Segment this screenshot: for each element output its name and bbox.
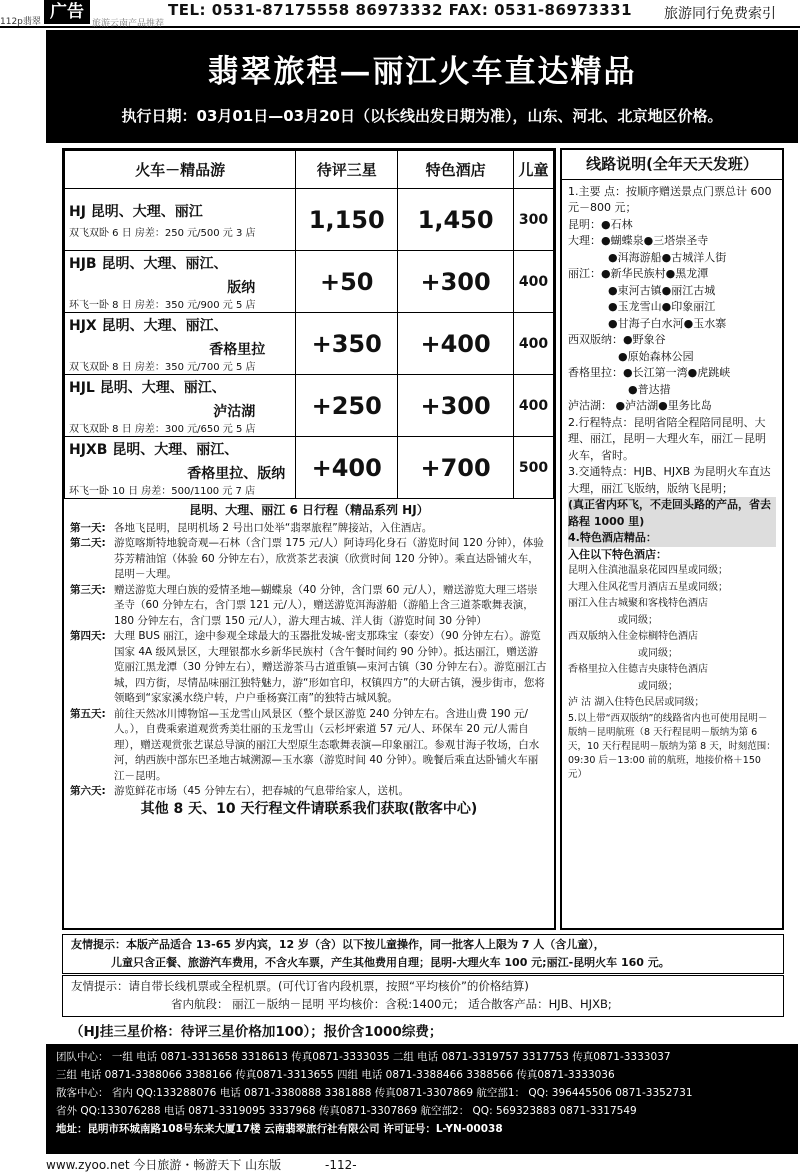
day-text: 各地飞昆明，昆明机场 2 号出口处举“翡翠旅程”牌接站，入住酒店。 [114, 521, 433, 534]
route-line: ●玉龙雪山●印象丽江 [608, 300, 716, 313]
phone-line: TEL: 0531-87175558 86973332 FAX: 0531-86973331 [168, 1, 633, 19]
itinerary-day [70, 536, 548, 583]
banner-title: 翡翠旅程—丽江火车直达精品 [207, 54, 637, 90]
day-text: 大理 BUS 丽江，途中参观全球最大的玉器批发城-密支那珠宝（泰安）（90 分钟左右）。游览国家 4A 级风景区，大理银都水乡新华民族村（含午餐时间约 90 分钟）。抵达丽江，赠送游览丽江黑龙潭（30 分钟左右），赠送游茶马古道重镇—束河古镇（30 分钟左右）。游览丽江古城，四方街，尽情品味丽江独特魅力，游“形如官印，权镇四方”的大研古镇，漫步街市，您将领略到“家家溪水绕户转，户户垂杨赛江南”的独特古城风貌。 [114, 630, 547, 704]
day-label: 第五天: [70, 707, 106, 720]
route-line: ●洱海游船●古城洋人街 [608, 250, 727, 264]
route-name: HJ 昆明、大理、丽江 [69, 204, 203, 220]
price-child: 500 [514, 437, 554, 499]
route-name: HJB 昆明、大理、丽江、 [69, 256, 228, 272]
route-sub: 环飞一卧 10 日 房差：500/1100 元 7 店 [69, 486, 256, 497]
route-line: ●甘海子白水河●玉水寨 [608, 316, 727, 330]
route-notes [560, 148, 784, 930]
route-line: 或同级； [638, 680, 678, 692]
route-line: 泸 沽 湖入住特色民居或同级； [568, 697, 705, 708]
route-line: ●束河古镇●丽江古城 [608, 283, 716, 297]
itinerary-day [70, 629, 548, 707]
side-note: 112p翡翠 [0, 17, 41, 27]
route-sub: 双飞双卧 6 日 房差：250 元/500 元 3 店 [69, 228, 256, 239]
route-sub: 环飞一卧 8 日 房差：350 元/900 元 5 店 [69, 300, 256, 311]
contact-row: 省外 QQ:133076288 电话 0871-3319095 3337968 传真0871-3307869 航空部2： QQ: 569323883 0871-3317549 [56, 1105, 637, 1117]
price-3star: +50 [296, 251, 398, 313]
itinerary-bottom-note: 其他 8 天、10 天行程文件请联系我们获取(散客中心) [140, 800, 478, 817]
right-tag: 旅游同行免费索引 [664, 6, 776, 22]
header-child: 儿童 [514, 151, 554, 189]
price-hotel: +400 [398, 313, 514, 375]
route-notes-content [562, 150, 782, 786]
price-table [64, 150, 554, 499]
route-line: 5.以上带“西双版纳”的线路省内也可使用昆明－版纳－昆明航班（8 天行程昆明－版纳为第 6 天，10 天行程昆明－版纳为第 8 天，时刻范围：09:30 后－13:00 前的航班，地接价格＋150 元） [568, 712, 776, 780]
contact-row: 三组 电话 0871-3388066 3388166 传真0871-3313655 四组 电话 0871-3388466 3388566 传真0871-3333036 [56, 1069, 615, 1081]
price-hotel: +700 [398, 437, 514, 499]
contact-row: 散客中心： 省内 QQ:133288076 电话 0871-3380888 3381888 传真0871-3307869 航空部1： QQ: 396445506 0871-3352731 [56, 1087, 693, 1099]
itinerary-title: 昆明、大理、丽江 6 日行程（精品系列 HJ） [189, 503, 429, 517]
route-line: 丽江入住古城聚和客栈特色酒店 [568, 598, 708, 609]
route-line: 西双版纳：●野象谷 [568, 333, 666, 346]
route-line: 3.交通特点：HJB、HJXB 为昆明火车直达大理，丽江飞版纳，版纳飞昆明； [568, 465, 771, 495]
notes-box [62, 934, 784, 974]
route-line: 或同级； [618, 614, 658, 626]
route-name-2: 泸沽湖 [213, 404, 256, 420]
footer-left: www.zyoo.net 今日旅游・畅游天下 山东版 [46, 1158, 282, 1172]
itinerary-day [70, 583, 548, 630]
itinerary-day [70, 707, 548, 785]
route-line: 西双版纳入住金棕榈特色酒店 [568, 631, 698, 642]
day-text: 游览喀斯特地貌奇观—石林（含门票 175 元/人）阿诗玛化身石（游览时间 120 分钟），体验芬芳精油馆（体验 60 分钟左右），欣赏茶艺表演（欣赏时间 120 分钟）。乘直达卧铺火车，昆明－大理。 [114, 537, 544, 580]
route-line: 或同级； [638, 647, 678, 659]
route-line: 4.特色酒店精品： [568, 530, 776, 547]
price-3star: +350 [296, 313, 398, 375]
route-line: 大理入住风花雪月酒店五星或同级； [568, 581, 728, 593]
price-child: 300 [514, 189, 554, 251]
notes-line: 友情提示：请自带长线机票或全程机票。(可代订省内段机票，按照“平均核价”的价格结算) [71, 979, 529, 993]
itinerary [64, 499, 554, 819]
route-line: 香格里拉：●长江第一湾●虎跳峡 [568, 366, 731, 379]
table-row [65, 313, 554, 375]
price-panel [62, 148, 556, 930]
day-label: 第六天: [70, 785, 106, 797]
route-line: 泸沽湖： ●泸沽湖●里务比岛 [568, 399, 712, 412]
table-header [65, 151, 554, 189]
route-line: 入住以下特色酒店： [568, 547, 667, 561]
route-notes-heading: 线路说明(全年天天发班） [562, 150, 782, 180]
route-name-2: 香格里拉、版纳 [187, 466, 286, 482]
route-cell [65, 375, 296, 437]
table-row [65, 437, 554, 499]
route-line: 昆明入住滇池温泉花园四星或同级； [568, 565, 728, 576]
price-hotel: +300 [398, 375, 514, 437]
table-row [65, 189, 554, 251]
route-sub: 双飞双卧 8 日 房差：350 元/700 元 5 店 [69, 362, 256, 373]
day-text: 游览鲜花市场（45 分钟左右），把春城的气息带给家人，送机。 [114, 785, 409, 797]
table-row [65, 375, 554, 437]
notes-box-2 [62, 975, 784, 1017]
price-3star: 1,150 [296, 189, 398, 251]
route-name: HJL 昆明、大理、丽江、 [69, 380, 226, 396]
contact-block [46, 1044, 798, 1154]
hj-note: （HJ挂三星价格：待评三星价格加100）；报价含1000综费； [70, 1024, 443, 1040]
route-sub: 双飞双卧 8 日 房差：300 元/650 元 5 店 [69, 424, 256, 435]
route-cell [65, 313, 296, 375]
day-label: 第三天: [70, 583, 106, 596]
route-name: HJXB 昆明、大理、丽江、 [69, 442, 239, 458]
itinerary-day [70, 521, 548, 537]
header-3star: 待评三星 [296, 151, 398, 189]
price-hotel: +300 [398, 251, 514, 313]
notes-line: 省内航段： 丽江－版纳－昆明 平均核价：含税:1400元； 适合散客产品：HJB、HJXB; [171, 997, 612, 1011]
price-child: 400 [514, 375, 554, 437]
contact-row: 团队中心： 一组 电话 0871-3313658 3318613 传真0871-3333035 二组 电话 0871-3319757 3317753 传真0871-3333037 [56, 1051, 671, 1063]
route-line: 香格里拉入住德吉央康特色酒店 [568, 664, 708, 675]
price-child: 400 [514, 251, 554, 313]
strike-text: 旅游云南产品推荐 [92, 19, 165, 29]
route-line: (真正省内环飞，不走回头路的产品，省去路程 1000 里) [568, 497, 776, 530]
contact-address: 地址：昆明市环城南路108号东来大厦17楼 云南翡翠旅行社有限公司 许可证号：L-YN-00038 [56, 1123, 503, 1135]
price-child: 400 [514, 313, 554, 375]
route-line: ●普达措 [628, 382, 671, 396]
page-number: -112- [325, 1158, 357, 1172]
footer [46, 1156, 798, 1172]
route-cell [65, 437, 296, 499]
day-text: 赠送游览大理白族的爱情圣地—蝴蝶泉（40 分钟，含门票 60 元/人），赠送游览大理三塔崇圣寺（60 分钟左右，含门票 121 元/人），赠送游览洱海游船（游船上含三道茶歌舞表演，180 分钟左右，含门票 150 元/人），游大理古城、洋人街（游览时间 30 分钟） [114, 583, 538, 627]
banner [46, 30, 798, 143]
route-cell [65, 189, 296, 251]
notes-line: 儿童只含正餐、旅游汽车费用，不含火车票，产生其他费用自理；昆明-大理火车 100 元;丽江-昆明火车 160 元。 [111, 956, 670, 969]
header-route: 火车－精品游 [65, 151, 296, 189]
route-cell [65, 251, 296, 313]
route-line: ●原始森林公园 [618, 349, 694, 363]
day-text: 前往天然冰川博物馆—玉龙雪山风景区（整个景区游览 240 分钟左右。含进山费 190 元/人。），自费乘索道观赏秀美壮丽的玉龙雪山（云杉坪索道 57 元/人、环保车 20 元/人需自理），赠送观赏张艺谋总导演的丽江大型原生态歌舞表演—印象丽江。参观甘海子牧场，白水河，纳西族中部东巴圣地古城溯源—玉水寨（游览时间 40 分钟）。晚餐后乘直达卧铺火车丽江－昆明。 [114, 707, 540, 782]
route-line: 大理：●蝴蝶泉●三塔崇圣寺 [568, 234, 709, 247]
price-3star: +250 [296, 375, 398, 437]
route-name: HJX 昆明、大理、丽江、 [69, 318, 228, 334]
day-label: 第一天: [70, 521, 106, 534]
route-line: 丽江：●新华民族村●黑龙潭 [568, 267, 709, 280]
route-line: 昆明：●石林 [568, 217, 633, 231]
day-label: 第二天: [70, 537, 106, 549]
route-name-2: 版纳 [227, 280, 256, 296]
header-hotel: 特色酒店 [398, 151, 514, 189]
day-label: 第四天: [70, 630, 106, 642]
price-3star: +400 [296, 437, 398, 499]
route-name-2: 香格里拉 [209, 342, 266, 358]
price-hotel: 1,450 [398, 189, 514, 251]
banner-dates: 执行日期：03月01日—03月20日（以长线出发日期为准），山东、河北、北京地区价格。 [121, 107, 723, 125]
notes-line: 友情提示：本版产品适合 13-65 岁内宾，12 岁（含）以下按儿童操作，同一批客人上限为 7 人（含儿童）， [71, 938, 605, 951]
itinerary-day [70, 784, 548, 800]
route-line: 2.行程特点：昆明省陪全程陪同昆明、大理、丽江，昆明－大理火车，丽江－昆明火车，省时。 [568, 415, 766, 462]
route-line: 1.主要 点：按顺序赠送景点门票总计 600 元－800 元； [568, 184, 772, 214]
table-row [65, 251, 554, 313]
ad-tag: 广告 [44, 0, 90, 24]
